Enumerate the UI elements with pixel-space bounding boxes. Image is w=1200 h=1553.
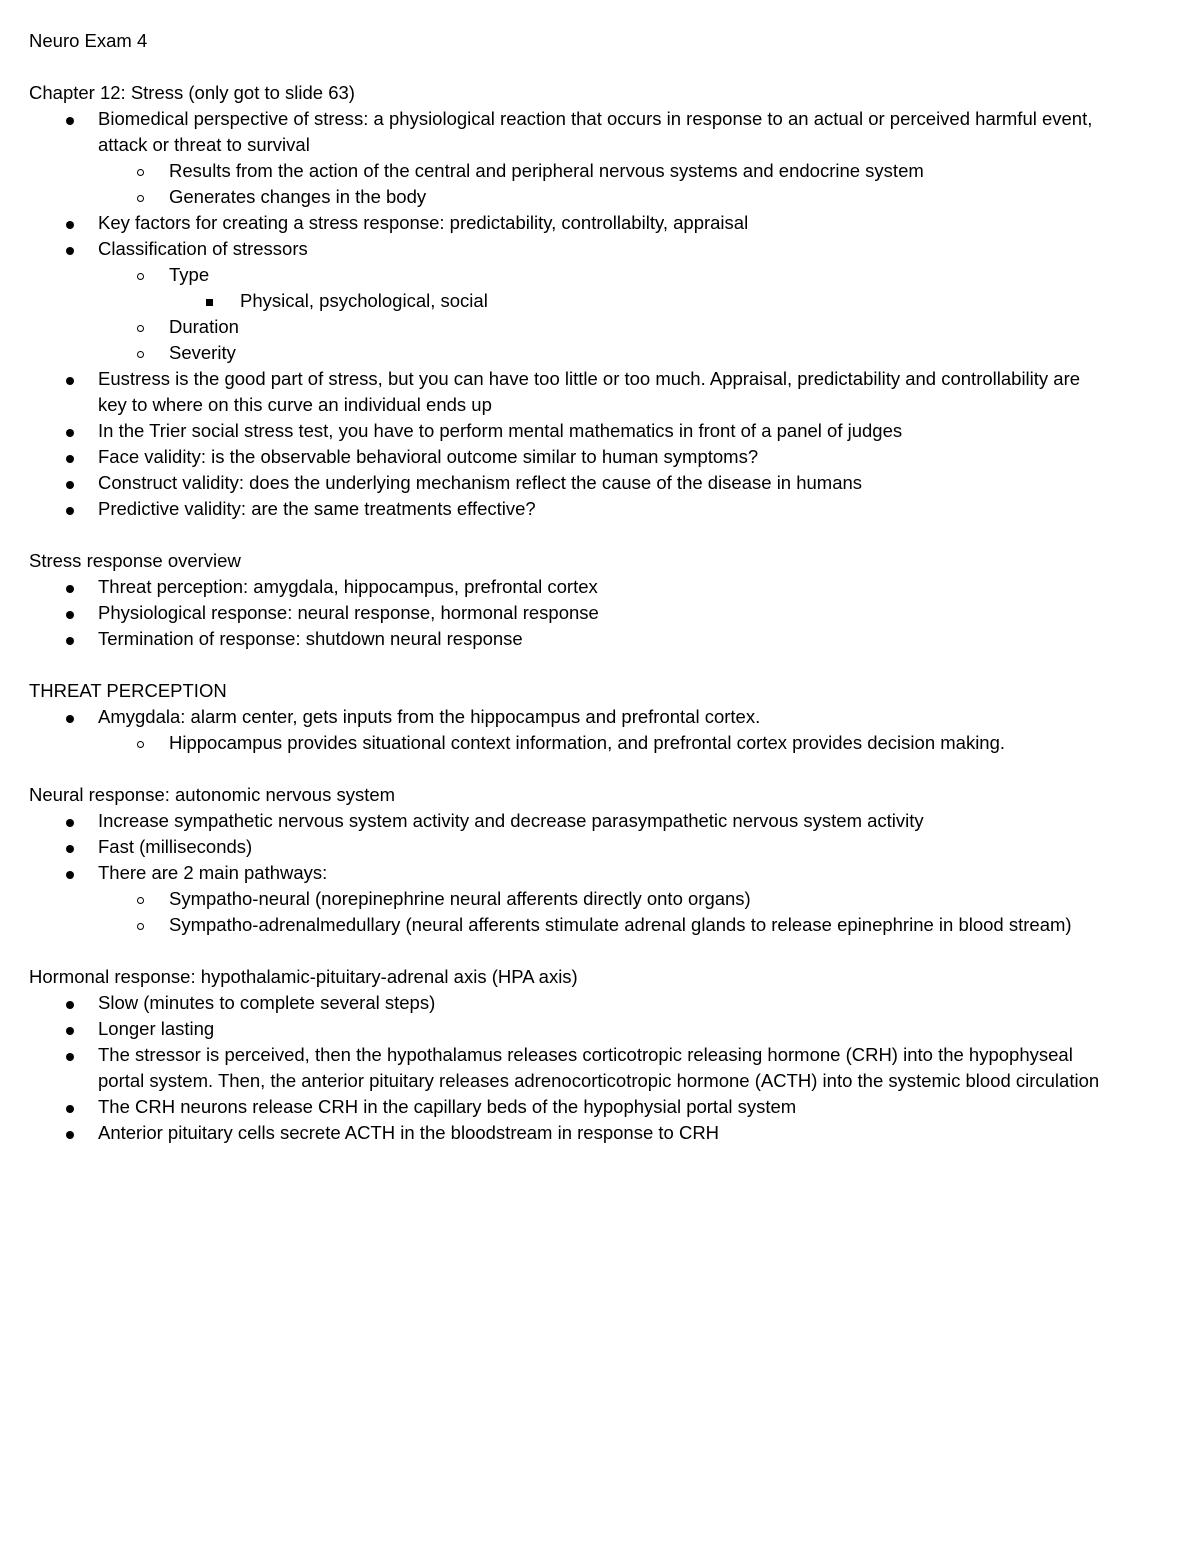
list-item-text: Sympatho-adrenalmedullary (neural afferents stimulate adrenal glands to release epinephrine in blood stream) [169,914,1072,935]
list-item-text: Amygdala: alarm center, gets inputs from the hippocampus and prefrontal cortex. [98,706,761,727]
list-item-text-continuation: key to where on this curve an individual ends up [98,394,492,415]
hollow-circle-bullet-icon [137,195,144,202]
list-item-text: Threat perception: amygdala, hippocampus, prefrontal cortex [98,576,598,597]
hollow-circle-bullet-icon [137,897,144,904]
list-item-text: Biomedical perspective of stress: a physiological reaction that occurs in response to an actual or perceived harmful event, [98,108,1093,129]
list-item-text: Severity [169,342,236,363]
section-heading: Chapter 12: Stress (only got to slide 63) [29,82,355,103]
list-item [29,1016,1179,1042]
list-item-text: Termination of response: shutdown neural response [98,628,523,649]
list-item [29,418,1179,444]
list-item [29,340,1179,366]
list-item [29,314,1179,340]
paragraph-spacer [29,54,1179,80]
filled-disc-bullet-icon [66,871,74,879]
list-item-text: Physical, psychological, social [240,290,488,311]
list-item-text: Eustress is the good part of stress, but you can have too little or too much. Appraisal, predictability and controllability are [98,368,1081,389]
list-item [29,808,1179,834]
list-item-text: Increase sympathetic nervous system activity and decrease parasympathetic nervous system activity [98,810,924,831]
document-title: Neuro Exam 4 [29,30,148,51]
bullet-list [29,704,1179,756]
filled-disc-bullet-icon [66,1001,74,1009]
list-item [29,106,1179,158]
list-item [29,470,1179,496]
hollow-circle-bullet-icon [137,923,144,930]
list-item [29,1042,1179,1094]
list-item [29,912,1179,938]
paragraph-spacer [29,938,1179,964]
list-item-text: Longer lasting [98,1018,215,1039]
paragraph-spacer [29,756,1179,782]
list-item-text: In the Trier social stress test, you have to perform mental mathematics in front of a panel of judges [98,420,903,441]
list-item [29,600,1179,626]
hollow-circle-bullet-icon [137,273,144,280]
paragraph-spacer [29,652,1179,678]
filled-disc-bullet-icon [66,117,74,125]
filled-disc-bullet-icon [66,377,74,385]
bullet-list [29,808,1179,938]
list-item-text: Results from the action of the central and peripheral nervous systems and endocrine system [169,160,924,181]
filled-disc-bullet-icon [66,1105,74,1113]
filled-disc-bullet-icon [66,611,74,619]
filled-disc-bullet-icon [66,1053,74,1061]
list-item [29,184,1179,210]
list-item [29,262,1179,288]
document-sections [29,54,1179,1146]
list-item [29,210,1179,236]
list-item-text: Classification of stressors [98,238,308,259]
list-item [29,704,1179,730]
list-item-text: Anterior pituitary cells secrete ACTH in the bloodstream in response to CRH [98,1122,720,1143]
section-heading: THREAT PERCEPTION [29,680,227,701]
filled-disc-bullet-icon [66,637,74,645]
list-item-text: There are 2 main pathways: [98,862,328,883]
filled-disc-bullet-icon [66,247,74,255]
list-item [29,158,1179,184]
hollow-circle-bullet-icon [137,169,144,176]
list-item [29,834,1179,860]
bullet-list [29,574,1179,652]
bullet-list [29,990,1179,1146]
paragraph-spacer [29,522,1179,548]
section-heading: Neural response: autonomic nervous system [29,784,396,805]
list-item-text: Key factors for creating a stress response: predictability, controllabilty, appraisal [98,212,749,233]
list-item [29,1120,1179,1146]
filled-disc-bullet-icon [66,845,74,853]
list-item [29,886,1179,912]
hollow-circle-bullet-icon [137,741,144,748]
hollow-circle-bullet-icon [137,325,144,332]
list-item-text-continuation: attack or threat to survival [98,134,310,155]
list-item [29,730,1179,756]
list-item-text: Predictive validity: are the same treatments effective? [98,498,536,519]
filled-disc-bullet-icon [66,481,74,489]
filled-disc-bullet-icon [66,221,74,229]
filled-disc-bullet-icon [66,1027,74,1035]
list-item [29,990,1179,1016]
list-item-text: Face validity: is the observable behavioral outcome similar to human symptoms? [98,446,759,467]
list-item-text: Sympatho-neural (norepinephrine neural afferents directly onto organs) [169,888,751,909]
bullet-list [29,106,1179,522]
list-item-text: Duration [169,316,239,337]
list-item-text: Type [169,264,210,285]
hollow-circle-bullet-icon [137,351,144,358]
filled-square-bullet-icon [206,299,213,306]
list-item-text: Construct validity: does the underlying mechanism reflect the cause of the disease in humans [98,472,863,493]
list-item-text-continuation: portal system. Then, the anterior pituitary releases adrenocorticotropic hormone (ACTH) into the systemic blood circulation [98,1070,1100,1091]
list-item [29,288,1179,314]
list-item [29,444,1179,470]
list-item [29,626,1179,652]
list-item-text: Physiological response: neural response, hormonal response [98,602,599,623]
list-item-text: Fast (milliseconds) [98,836,253,857]
list-item [29,366,1179,418]
section-heading: Hormonal response: hypothalamic-pituitary-adrenal axis (HPA axis) [29,966,578,987]
filled-disc-bullet-icon [66,715,74,723]
list-item [29,236,1179,262]
filled-disc-bullet-icon [66,1131,74,1139]
list-item-text: Hippocampus provides situational context information, and prefrontal cortex provides decision making. [169,732,1006,753]
filled-disc-bullet-icon [66,819,74,827]
filled-disc-bullet-icon [66,429,74,437]
list-item-text: The stressor is perceived, then the hypothalamus releases corticotropic releasing hormone (CRH) into the hypophyseal [98,1044,1073,1065]
list-item-text: Generates changes in the body [169,186,427,207]
filled-disc-bullet-icon [66,585,74,593]
document-body [29,28,1179,1146]
list-item [29,574,1179,600]
list-item [29,860,1179,886]
list-item-text: The CRH neurons release CRH in the capillary beds of the hypophysial portal system [98,1096,797,1117]
list-item [29,1094,1179,1120]
list-item-text: Slow (minutes to complete several steps) [98,992,436,1013]
section-heading: Stress response overview [29,550,241,571]
filled-disc-bullet-icon [66,455,74,463]
filled-disc-bullet-icon [66,507,74,515]
list-item [29,496,1179,522]
